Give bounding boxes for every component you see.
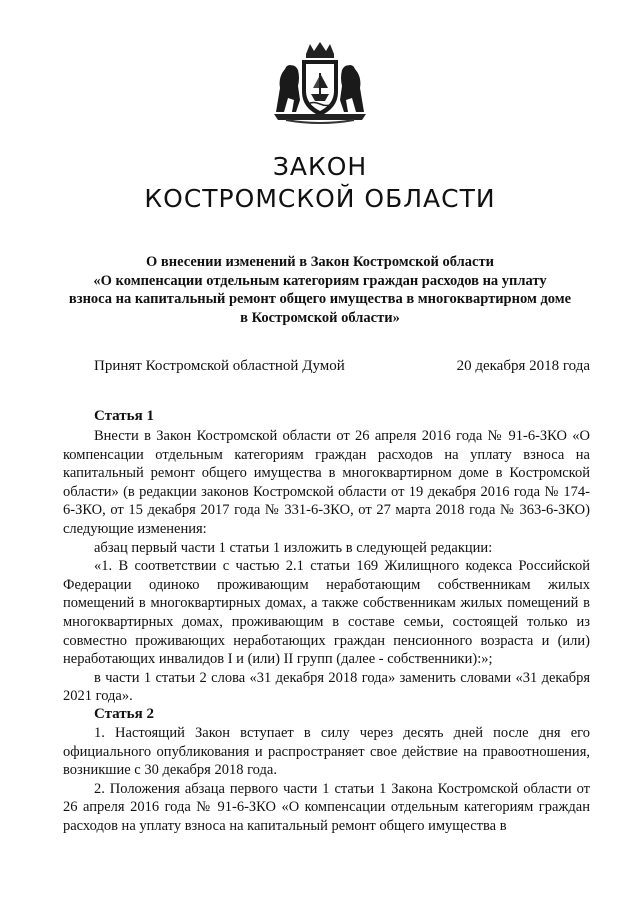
paragraph: в части 1 статьи 2 слова «31 декабря 2018 года» заменить словами «31 декабря 2021 года».: [63, 669, 590, 705]
law-subtitle: [45, 253, 595, 327]
subtitle-line: в Костромской области»: [240, 309, 400, 326]
subtitle-line: О внесении изменений в Закон Костромской области: [146, 254, 494, 270]
article-2-body: [63, 724, 590, 836]
adopted-by: Принят Костромской областной Думой: [94, 358, 345, 374]
article-2-heading: Статья 2: [94, 706, 154, 722]
adoption-date: 20 декабря 2018 года: [456, 358, 590, 374]
paragraph: абзац первый части 1 статьи 1 изложить в следующей редакции:: [94, 539, 493, 556]
article-1-body: [63, 427, 590, 706]
law-title: ЗАКОН: [272, 152, 368, 181]
paragraph: Внести в Закон Костромской области от 26 апреля 2016 года № 91-6-ЗКО «О компенсации отдельным категориям граждан расходов на уплату взноса на капитальный ремонт общего имущества в многоквартирном доме в Костромской области» (в редакции законов Костромской области от 19 декабря 2016 года № 174-6-ЗКО, от 15 декабря 2017 года № 331-6-ЗКО, от 27 марта 2018 года № 363-6-ЗКО) следующие изменения:: [63, 428, 590, 537]
adoption-line: [94, 358, 590, 375]
subtitle-line: «О компенсации отдельным категориям граждан расходов на уплату: [93, 272, 547, 289]
paragraph: 1. Настоящий Закон вступает в силу через десять дней после дня его официального опубликования и распространяет свое действие на правоотношения, возникшие с 30 декабря 2018 года.: [63, 725, 590, 779]
article-1-heading: Статья 1: [94, 408, 154, 424]
law-region-title: КОСТРОМСКОЙ ОБЛАСТИ: [144, 184, 496, 213]
kostroma-coat-of-arms-icon: [268, 40, 372, 126]
paragraph: 2. Положения абзаца первого части 1 статьи 1 Закона Костромской области от 26 апреля 2016 года № 91-6-ЗКО «О компенсации отдельным категориям граждан расходов на уплату взноса на капитальный ремонт общего имущества в: [63, 780, 590, 834]
paragraph: «1. В соответствии с частью 2.1 статьи 169 Жилищного кодекса Российской Федерации одиноко проживающим неработающим собственникам жилых помещений в многоквартирных домах, а также собственникам жилых помещений в многоквартирных домах, проживающим в составе семьи, состоящей только из совместно проживающих неработающих граждан пенсионного возраста и (или) неработающих инвалидов I и (или) II групп (далее - собственники):»;: [63, 558, 590, 668]
subtitle-line: взноса на капитальный ремонт общего имущества в многоквартирном доме: [68, 291, 572, 307]
